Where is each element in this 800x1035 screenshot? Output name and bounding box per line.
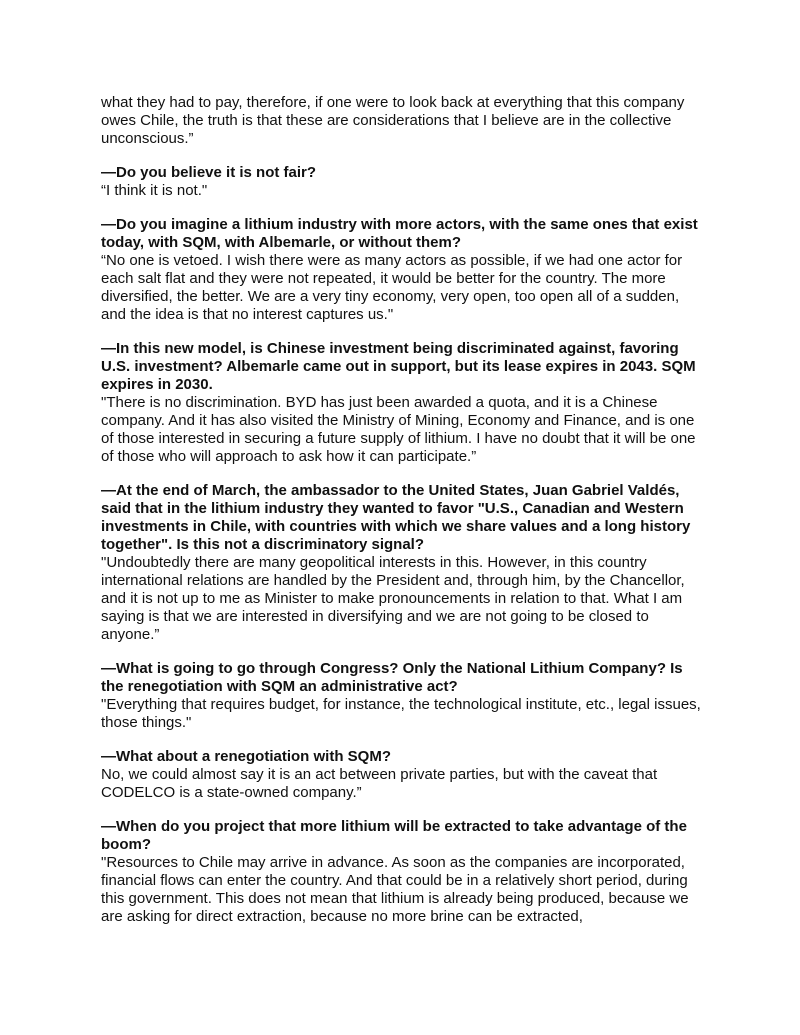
answer: "Undoubtedly there are many geopolitical interests in this. However, in this country international relations are handled by the President and, through him, by the Chancellor, and it is not up to me as Minister to make pronouncements in relation to that. What I am saying is that we are interested in diversifying and we are not going to be closed to anyone.” <box>101 554 685 643</box>
answer: No, we could almost say it is an act between private parties, but with the caveat that CODELCO is a state-owned company.” <box>101 766 658 801</box>
answer: "There is no discrimination. BYD has just been awarded a quota, and it is a Chinese company. And it has also visited the Ministry of Mining, Economy and Finance, and is one of those interested in securing a future supply of lithium. I have no doubt that it will be one of those who will approach to ask how it can participate.” <box>101 394 696 465</box>
answer: “No one is vetoed. I wish there were as many actors as possible, if we had one actor for each salt flat and they were not repeated, it would be better for the country. The more diversified, the better. We are a very tiny economy, very open, too open all of a sudden, and the idea is that no interest captures us." <box>101 252 683 323</box>
question: —What is going to go through Congress? Only the National Lithium Company? Is the renegotiation with SQM an administrative act? <box>101 660 683 695</box>
question: —When do you project that more lithium will be extracted to take advantage of the boom? <box>101 818 687 853</box>
intro-block <box>101 94 703 148</box>
question: —At the end of March, the ambassador to the United States, Juan Gabriel Valdés, said that in the lithium industry they wanted to favor "U.S., Canadian and Western investments in Chile, with countries with which we share values and a long history together". Is this not a discriminatory signal? <box>101 482 691 553</box>
qa-block <box>101 818 703 926</box>
qa-block <box>101 748 703 802</box>
qa-block <box>101 340 703 466</box>
question: —In this new model, is Chinese investment being discriminated against, favoring U.S. investment? Albemarle came out in support, but its lease expires in 2043. SQM expires in 2030. <box>101 340 696 393</box>
intro-paragraph: what they had to pay, therefore, if one were to look back at everything that this company owes Chile, the truth is that these are considerations that I believe are in the collective unconscious.” <box>101 94 685 147</box>
answer: "Resources to Chile may arrive in advance. As soon as the companies are incorporated, financial flows can enter the country. And that could be in a relatively short period, during this government. This does not mean that lithium is already being produced, because we are asking for direct extraction, because no more brine can be extracted, <box>101 854 689 925</box>
qa-block <box>101 482 703 644</box>
qa-block <box>101 216 703 324</box>
answer: "Everything that requires budget, for instance, the technological institute, etc., legal issues, those things." <box>101 696 701 731</box>
question: —Do you believe it is not fair? <box>101 164 317 181</box>
qa-block <box>101 164 703 200</box>
question: —What about a renegotiation with SQM? <box>101 748 391 765</box>
question: —Do you imagine a lithium industry with more actors, with the same ones that exist today, with SQM, with Albemarle, or without them? <box>101 216 698 251</box>
answer: “I think it is not." <box>101 182 208 199</box>
document-page <box>101 94 703 942</box>
qa-block <box>101 660 703 732</box>
